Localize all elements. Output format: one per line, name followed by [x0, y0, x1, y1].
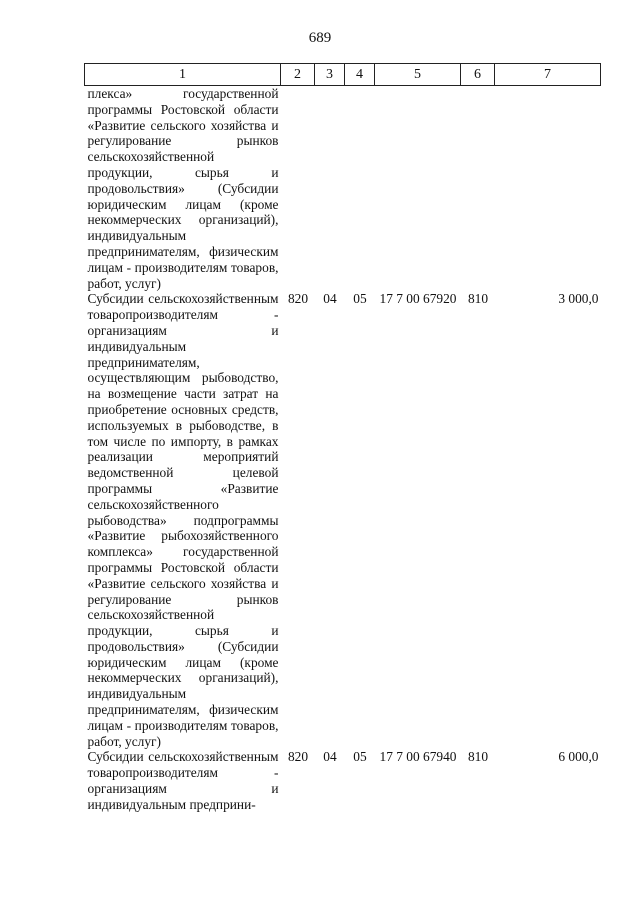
table-row — [85, 86, 601, 292]
row-target-article: 17 7 00 67920 — [379, 291, 457, 307]
row-subsection-code: 05 — [353, 291, 367, 307]
row-expense-type: 810 — [467, 749, 489, 765]
row-section-code: 04 — [323, 749, 337, 765]
row-amount: 3 000,0 — [558, 291, 599, 307]
column-header: 5 — [375, 64, 461, 86]
row-subsection-code — [345, 86, 375, 292]
row-target-article: 17 7 00 67940 — [379, 749, 457, 765]
row-description: плекса» государственной программы Ростовской области «Развитие сельского хозяйства и регулирование рынков сельскохозяйственной продукции, сырья и продовольствия» (Субсидии юридическим лицам (кроме некоммерческих организаций), индивидуальным предпринимателям, физическим лицам - производителям товаров, работ, услуг) — [87, 86, 279, 291]
column-header: 3 — [315, 64, 345, 86]
row-subsection-code: 05 — [353, 749, 367, 765]
row-section-code: 04 — [323, 291, 337, 307]
row-ministry-code: 820 — [287, 291, 309, 307]
row-section-code — [315, 86, 345, 292]
column-header: 2 — [281, 64, 315, 86]
table-row — [85, 749, 601, 812]
table-header-row — [85, 64, 601, 86]
budget-table — [84, 63, 601, 813]
page-number: 689 — [308, 30, 332, 46]
column-header: 7 — [495, 64, 601, 86]
table-row — [85, 291, 601, 749]
row-ministry-code: 820 — [287, 749, 309, 765]
row-expense-type — [461, 86, 495, 292]
row-target-article — [375, 86, 461, 292]
row-expense-type: 810 — [467, 291, 489, 307]
column-header: 6 — [461, 64, 495, 86]
column-header: 4 — [345, 64, 375, 86]
row-description: Субсидии сельскохозяйственным товаропроизводителям - организациям и индивидуальным предпринимателям, осуществляющим рыбоводство, на возмещение части затрат на приобретение основных средств, используемых в рыбоводстве, в том числе по импорту, в рамках реализации мероприятий ведомственной целевой программы «Развитие сельскохозяйственного рыбоводства» подпрограммы «Развитие рыбохозяйственного комплекса» государственной программы Ростовской области «Развитие сельского хозяйства и регулирование рынков сельскохозяйственной продукции, сырья и продовольствия» (Субсидии юридическим лицам (кроме некоммерческих организаций), индивидуальным предпринимателям, физическим лицам - производителям товаров, работ, услуг) — [87, 291, 279, 749]
row-amount — [495, 86, 601, 292]
row-amount: 6 000,0 — [558, 749, 599, 765]
row-ministry-code — [281, 86, 315, 292]
row-description: Субсидии сельскохозяйственным товаропроизводителям - организациям и индивидуальным предприни- — [87, 749, 279, 812]
column-header: 1 — [85, 64, 281, 86]
